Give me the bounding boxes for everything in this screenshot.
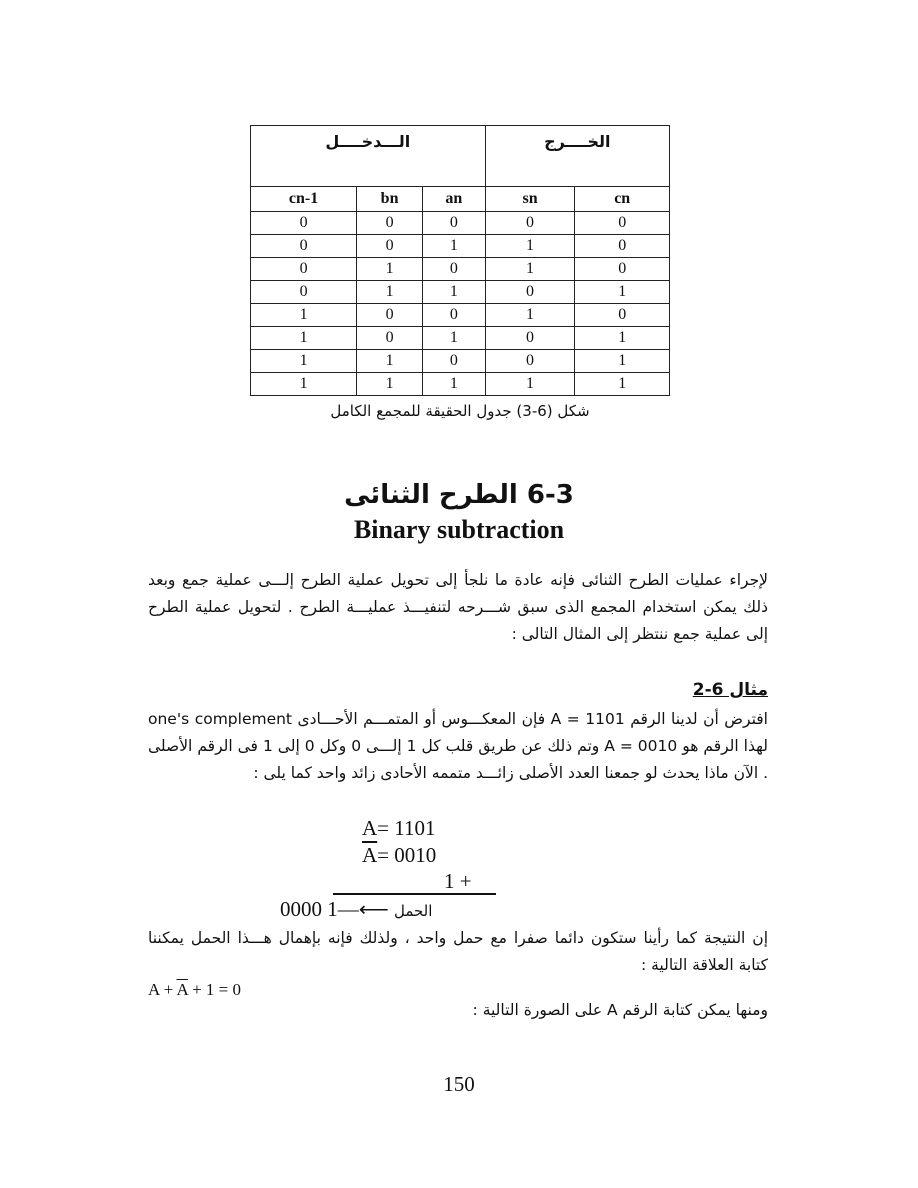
truth-table (250, 125, 670, 396)
table-row (251, 350, 670, 373)
equation-plus: + (163, 980, 174, 999)
table-cell: 1 (575, 373, 670, 396)
table-cell: 1 (575, 327, 670, 350)
table-cell: 1 (251, 327, 357, 350)
table-cell: 1 (357, 258, 423, 281)
example-title: مثال 6-2 (692, 680, 768, 700)
section-title-english: Binary subtraction (353, 515, 565, 544)
table-cell: 1 (575, 281, 670, 304)
table-cell: 0 (575, 258, 670, 281)
table-row (251, 235, 670, 258)
table-cell: 1 (251, 350, 357, 373)
table-cell: 0 (357, 304, 423, 327)
table-cell: 1 (422, 327, 485, 350)
math-value: = 0010 (377, 843, 437, 867)
table-cell: 0 (251, 235, 357, 258)
sum-rule (333, 893, 496, 895)
table-cell: 1 (357, 373, 423, 396)
math-symbol: A (362, 816, 378, 840)
column-header: cn (575, 187, 670, 212)
input-group-header: الـــدخــــل (251, 126, 486, 187)
table-cell: 1 (251, 373, 357, 396)
table-cell: 0 (251, 281, 357, 304)
table-cell: 1 (575, 350, 670, 373)
conclusion-paragraph: إن النتيجة كما رأينا ستكون دائما صفرا مع حمل واحد ، ولذلك فإنه بإهمال هـــذا الحمل يمكننا كتابة العلاقة التالية : (148, 929, 768, 974)
table-cell: 0 (485, 350, 575, 373)
table-cell: 0 (357, 212, 423, 235)
table-row (251, 373, 670, 396)
table-cell: 0 (575, 235, 670, 258)
table-caption: شكل (6-3) جدول الحقيقة للمجمع الكامل (330, 402, 590, 420)
math-line-plus-one: 1 + (444, 869, 472, 893)
column-header: bn (357, 187, 423, 212)
table-cell: 0 (485, 327, 575, 350)
table-cell: 0 (422, 258, 485, 281)
math-line-abar (362, 843, 436, 868)
math-result: 1 0000 (280, 897, 338, 921)
table-cell: 1 (485, 304, 575, 327)
truth-table-body (251, 212, 670, 396)
column-header: cn-1 (251, 187, 357, 212)
table-cell: 0 (422, 304, 485, 327)
table-row (251, 327, 670, 350)
table-cell: 0 (251, 212, 357, 235)
arrow-icon: ⟵— (337, 897, 389, 921)
table-cell: 0 (422, 212, 485, 235)
table-cell: 0 (575, 304, 670, 327)
math-value: = 1101 (377, 816, 436, 840)
table-cell: 1 (485, 373, 575, 396)
page-number: 150 (443, 1072, 475, 1096)
table-cell: 0 (422, 350, 485, 373)
table-row (251, 258, 670, 281)
table-cell: 0 (575, 212, 670, 235)
table-cell: 1 (485, 235, 575, 258)
equation-a: A (148, 980, 160, 999)
final-line: ومنها يمكن كتابة الرقم A على الصورة التالية : (472, 1001, 768, 1019)
column-header: sn (485, 187, 575, 212)
table-cell: 0 (485, 281, 575, 304)
table-cell: 0 (357, 327, 423, 350)
table-row (251, 212, 670, 235)
example-paragraph: افترض أن لدينا الرقم A = 1101 فإن المعكـــوس أو المتمـــم الأحـــادى one's complement لهذا الرقم هو A = 0010 وتم ذلك عن طريق قلب كل 1 إلـــى 0 وكل 0 إلى 1 فى الرقم الأصلى . الآن ماذا يحدث لو جمعنا العدد الأصلى زائـــد متممه الأحادى زائد واحد كما يلى : (148, 710, 768, 782)
intro-paragraph: لإجراء عمليات الطرح الثنائى فإنه عادة ما نلجأ إلى تحويل عملية الطرح إلـــى عملية جمع وبعد ذلك يمكن استخدام المجمع الذى سبق شـــرحه لتنفيـــذ عمليـــة الطرح . لتحويل عملية الطرح إلى عملية جمع ننتظر إلى المثال التالى : (148, 571, 768, 643)
column-header: an (422, 187, 485, 212)
table-cell: 0 (357, 235, 423, 258)
table-row (251, 304, 670, 327)
table-cell: 1 (357, 281, 423, 304)
group-header-row (251, 126, 670, 187)
column-header-row (251, 187, 670, 212)
output-group-header: الخــــرج (485, 126, 669, 187)
math-line-a (362, 816, 436, 841)
table-cell: 1 (251, 304, 357, 327)
carry-label: الحمل (393, 902, 433, 920)
table-cell: 1 (357, 350, 423, 373)
table-cell: 1 (422, 235, 485, 258)
section-title-arabic: 6-3 الطرح الثنائى (344, 480, 574, 510)
table-cell: 1 (422, 373, 485, 396)
table-cell: 1 (422, 281, 485, 304)
table-row (251, 281, 670, 304)
table-cell: 1 (485, 258, 575, 281)
math-symbol-complement: $\overline{A}$ (362, 843, 378, 867)
equation-abar: $\overline{A}$ (176, 980, 188, 999)
table-cell: 0 (251, 258, 357, 281)
math-result-line (280, 897, 432, 922)
equation-rest: + 1 = 0 (192, 980, 242, 999)
table-cell: 0 (485, 212, 575, 235)
